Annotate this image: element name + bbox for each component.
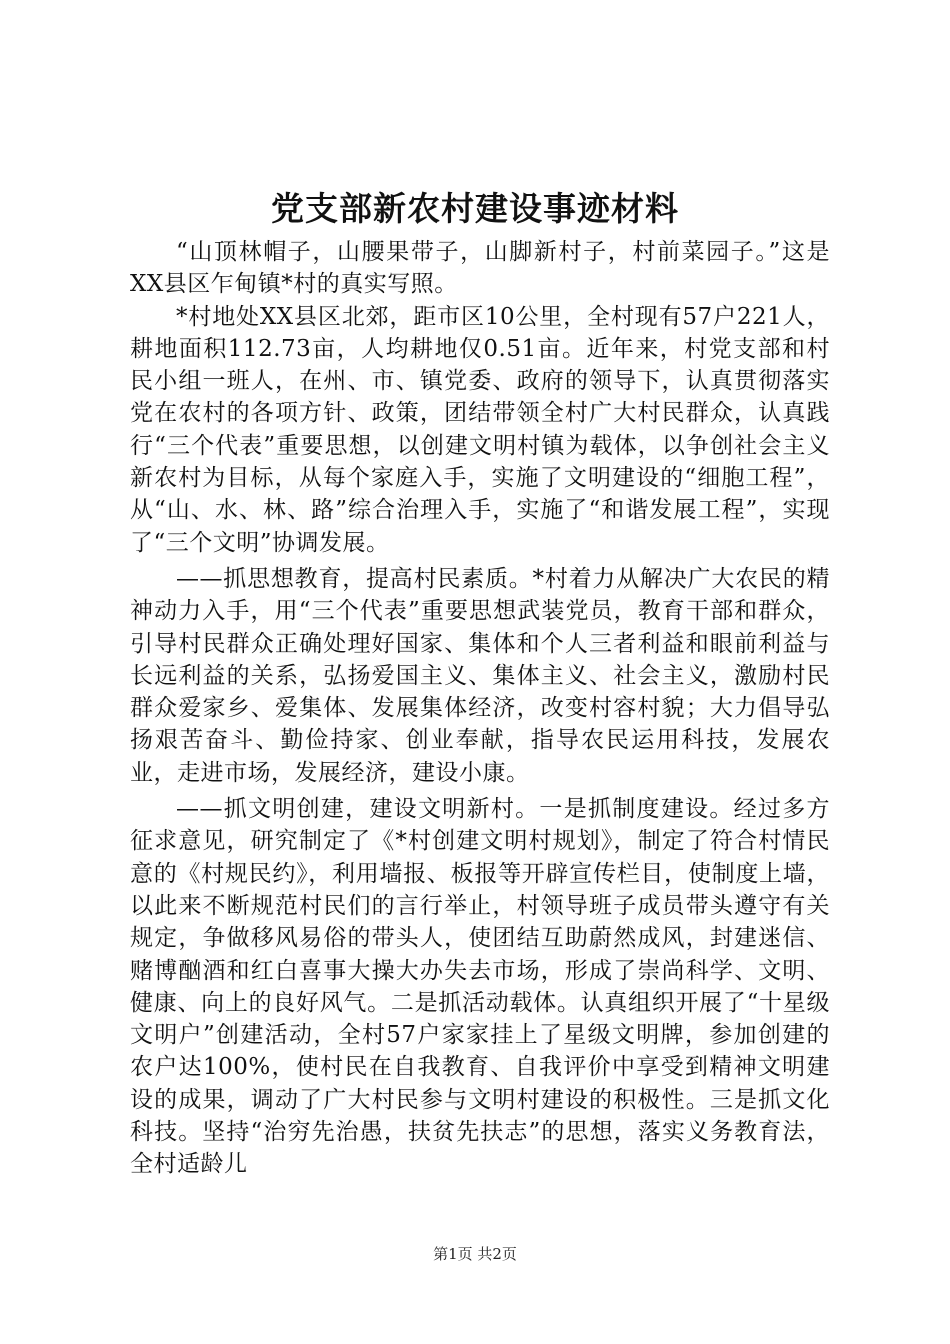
document-body [130, 236, 830, 1181]
paragraph-intro: “山顶林帽子，山腰果带子，山脚新村子，村前菜园子。”这是XX县区乍甸镇*村的真实写照。 [130, 239, 830, 298]
page-number-footer: 第1页 共2页 [433, 1245, 517, 1263]
document-title: 党支部新农村建设事迹材料 [271, 189, 679, 228]
paragraph-village-overview: *村地处XX县区北郊，距市区10公里，全村现有57户221人，耕地面积112.73亩，人均耕地仅0.51亩。近年来，村党支部和村民小组一班人，在州、市、镇党委、政府的领导下，认真贯彻落实党在农村的各项方针、政策，团结带领全村广大村民群众，认真践行“三个代表”重要思想，以创建文明村镇为载体，以争创社会主义新农村为目标，从每个家庭入手，实施了文明建设的“细胞工程”，从“山、水、林、路”综合治理入手，实施了“和谐发展工程”，实现了“三个文明”协调发展。 [130, 303, 830, 556]
paragraph-ideological-education: ——抓思想教育，提高村民素质。*村着力从解决广大农民的精神动力入手，用“三个代表”重要思想武装党员，教育干部和群众，引导村民群众正确处理好国家、集体和个人三者利益和眼前利益与长远利益的关系，弘扬爱国主义、集体主义、社会主义，激励村民群众爱家乡、爱集体、发展集体经济，改变村容村貌；大力倡导弘扬艰苦奋斗、勤俭持家、创业奉献，指导农民运用科技，发展农业，走进市场，发展经济，建设小康。 [130, 565, 830, 786]
paragraph-civilization-building: ——抓文明创建，建设文明新村。一是抓制度建设。经过多方征求意见，研究制定了《*村创建文明村规划》，制定了符合村情民意的《村规民约》，利用墙报、板报等开辟宣传栏目，使制度上墙，以此来不断规范村民们的言行举止，村领导班子成员带头遵守有关规定，争做移风易俗的带头人，使团结互助蔚然成风，封建迷信、赌博酗酒和红白喜事大操大办失去市场，形成了崇尚科学、文明、健康、向上的良好风气。二是抓活动载体。认真组织开展了“十星级文明户”创建活动，全村57户家家挂上了星级文明牌，参加创建的农户达100%，使村民在自我教育、自我评价中享受到精神文明建设的成果，调动了广大村民参与文明村建设的积极性。三是抓文化科技。坚持“治穷先治愚，扶贫先扶志”的思想，落实义务教育法，全村适龄儿 [130, 796, 830, 1178]
